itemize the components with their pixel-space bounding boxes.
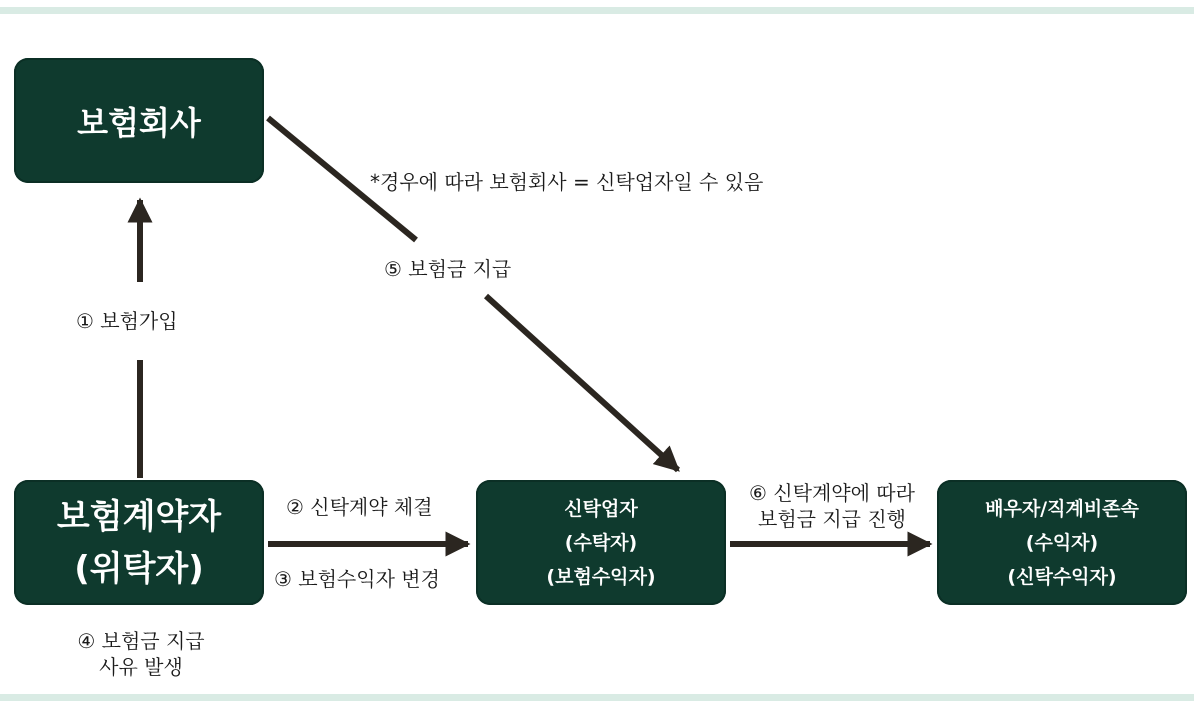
step4-line1: ④ 보험금 지급 bbox=[77, 629, 205, 653]
step3-label: ③ 보험수익자 변경 bbox=[274, 567, 440, 591]
step4-line2: 사유 발생 bbox=[99, 655, 183, 679]
trustee-role-2: (보험수익자) bbox=[546, 565, 656, 588]
insurer-node bbox=[14, 58, 264, 183]
step6-line2: 보험금 지급 진행 bbox=[758, 507, 906, 531]
beneficiary-label: 배우자/직계비존속 bbox=[985, 497, 1139, 520]
arrow-step5-lower bbox=[486, 296, 678, 470]
policyholder-role: (위탁자) bbox=[74, 548, 204, 589]
beneficiary-role-2: (신탁수익자) bbox=[1007, 565, 1117, 588]
step4-label bbox=[46, 628, 236, 680]
step6-line1: ⑥ 신탁계약에 따라 bbox=[749, 481, 915, 505]
step6-label bbox=[728, 480, 936, 532]
beneficiary-node bbox=[937, 480, 1187, 605]
note-label: *경우에 따라 보험회사 = 신탁업자일 수 있음 bbox=[370, 170, 764, 194]
insurer-label: 보험회사 bbox=[77, 103, 201, 142]
trustee-node bbox=[476, 480, 726, 605]
trustee-label: 신탁업자 bbox=[564, 497, 638, 520]
trustee-role: (수탁자) bbox=[564, 531, 638, 554]
policyholder-node bbox=[14, 480, 264, 605]
policyholder-label: 보험계약자 bbox=[56, 496, 222, 537]
step5-label: ⑤ 보험금 지급 bbox=[384, 257, 512, 281]
beneficiary-role: (수익자) bbox=[1025, 531, 1099, 554]
step2-label: ② 신탁계약 체결 bbox=[286, 495, 433, 519]
step1-label: ① 보험가입 bbox=[76, 309, 178, 333]
